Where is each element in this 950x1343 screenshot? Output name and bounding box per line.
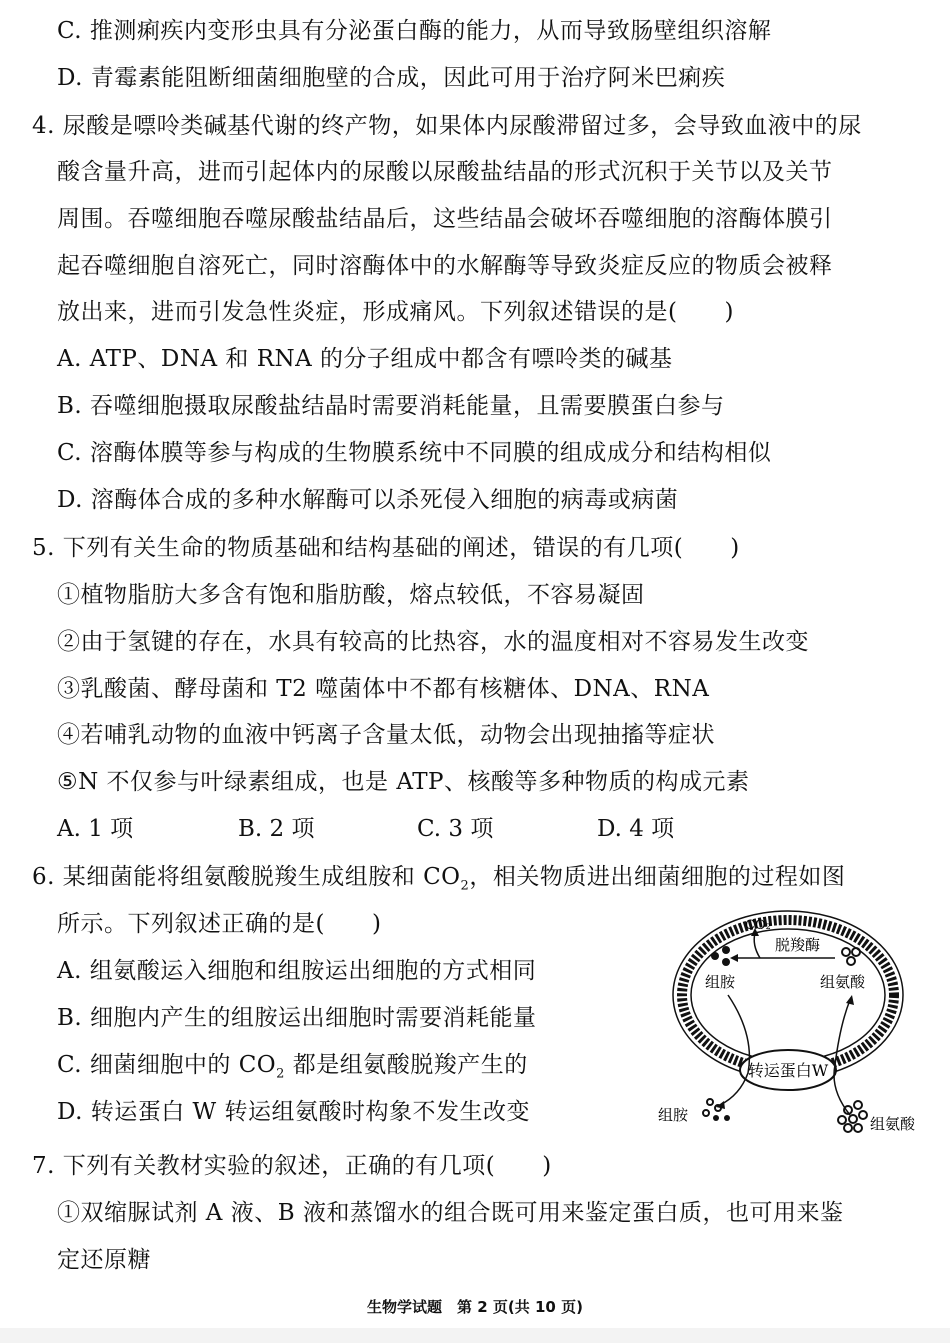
- enzyme-label: 脱羧酶: [775, 936, 821, 954]
- q6-option-c: [57, 1050, 528, 1090]
- q4-stem-line-3: 周围。吞噬细胞吞噬尿酸盐结晶后，这些结晶会破坏吞噬细胞的溶酶体膜引: [57, 206, 833, 232]
- q6-stem-text: 6. 某细菌能将组氨酸脱羧生成组胺和 CO: [32, 864, 461, 890]
- page-footer: 生物学试题 第 2 页(共 10 页): [367, 1298, 583, 1316]
- q5-item-3: ③乳酸菌、酵母菌和 T2 噬菌体中不都有核糖体、DNA、RNA: [57, 676, 710, 702]
- q7-stem: 7. 下列有关教材实验的叙述，正确的有几项( ): [32, 1153, 552, 1179]
- q7-item-1-line-2: 定还原糖: [57, 1247, 151, 1273]
- q5-option-b: B. 2 项: [238, 816, 315, 842]
- q6-option-d: D. 转运蛋白 W 转运组氨酸时构象不发生改变: [57, 1099, 531, 1125]
- option-text: 都是组氨酸脱羧产生的: [284, 1052, 528, 1078]
- page-bottom-edge: [0, 1328, 950, 1343]
- q5-item-1: ①植物脂肪大多含有饱和脂肪酸，熔点较低，不容易凝固: [57, 582, 645, 608]
- q4-stem-line-4: 起吞噬细胞自溶死亡，同时溶酶体中的水解酶等导致炎症反应的物质会被释: [57, 253, 833, 279]
- q4-option-c: C. 溶酶体膜等参与构成的生物膜系统中不同膜的组成成分和结构相似: [57, 440, 772, 466]
- q6-option-a: A. 组氨酸运入细胞和组胺运出细胞的方式相同: [57, 958, 537, 984]
- q5-option-a: A. 1 项: [57, 816, 134, 842]
- q4-stem-line-1: 4. 尿酸是嘌呤类碱基代谢的终产物，如果体内尿酸滞留过多，会导致血液中的尿: [32, 113, 862, 139]
- q5-item-2: ②由于氢键的存在，水具有较高的比热容，水的温度相对不容易发生改变: [57, 629, 809, 655]
- q4-option-b: B. 吞噬细胞摄取尿酸盐结晶时需要消耗能量，且需要膜蛋白参与: [57, 393, 725, 419]
- q5-stem: 5. 下列有关生命的物质基础和结构基础的阐述，错误的有几项( ): [32, 535, 740, 561]
- q5-item-4: ④若哺乳动物的血液中钙离子含量太低，动物会出现抽搐等症状: [57, 722, 715, 748]
- q3-option-c: C. 推测痢疾内变形虫具有分泌蛋白酶的能力，从而导致肠壁组织溶解: [57, 18, 772, 44]
- q4-option-d: D. 溶酶体合成的多种水解酶可以杀死侵入细胞的病毒或病菌: [57, 487, 679, 513]
- q6-stem-text: ，相关物质进出细菌细胞的过程如图: [469, 864, 846, 890]
- q5-option-d: D. 4 项: [597, 816, 675, 842]
- histamine-inside-label: 组胺: [705, 973, 736, 991]
- subscript: 2: [460, 878, 470, 894]
- q4-stem-line-2: 酸含量升高，进而引起体内的尿酸以尿酸盐结晶的形式沉积于关节以及关节: [57, 159, 833, 185]
- histidine-outside-label: 组氨酸: [870, 1115, 916, 1133]
- q4-option-a: A. ATP、DNA 和 RNA 的分子组成中都含有嘌呤类的碱基: [57, 346, 673, 372]
- histidine-inside-label: 组氨酸: [820, 973, 866, 991]
- q7-item-1-line-1: ①双缩脲试剂 A 液、B 液和蒸馏水的组合既可用来鉴定蛋白质，也可用来鉴: [57, 1200, 844, 1226]
- q3-option-d: D. 青霉素能阻断细菌细胞壁的合成，因此可用于治疗阿米巴痢疾: [57, 65, 726, 91]
- q5-option-c: C. 3 项: [417, 816, 494, 842]
- option-text: C. 细菌细胞中的 CO: [57, 1052, 277, 1078]
- histamine-outside-label: 组胺: [658, 1106, 689, 1124]
- transporter-label: 转运蛋白W: [747, 1061, 829, 1080]
- q5-item-5: ⑤N 不仅参与叶绿素组成，也是 ATP、核酸等多种物质的构成元素: [57, 769, 750, 795]
- q6-option-b: B. 细胞内产生的组胺运出细胞时需要消耗能量: [57, 1005, 537, 1031]
- q4-stem-line-5: 放出来，进而引发急性炎症，形成痛风。下列叙述错误的是( ): [57, 299, 734, 325]
- subscript: 2: [276, 1066, 285, 1082]
- bacterial-transport-diagram: [640, 895, 950, 1140]
- cell-membrane-figure: [640, 895, 950, 1140]
- co2-label: CO₂: [745, 918, 771, 933]
- q6-stem-line-2: 所示。下列叙述正确的是( ): [57, 911, 382, 937]
